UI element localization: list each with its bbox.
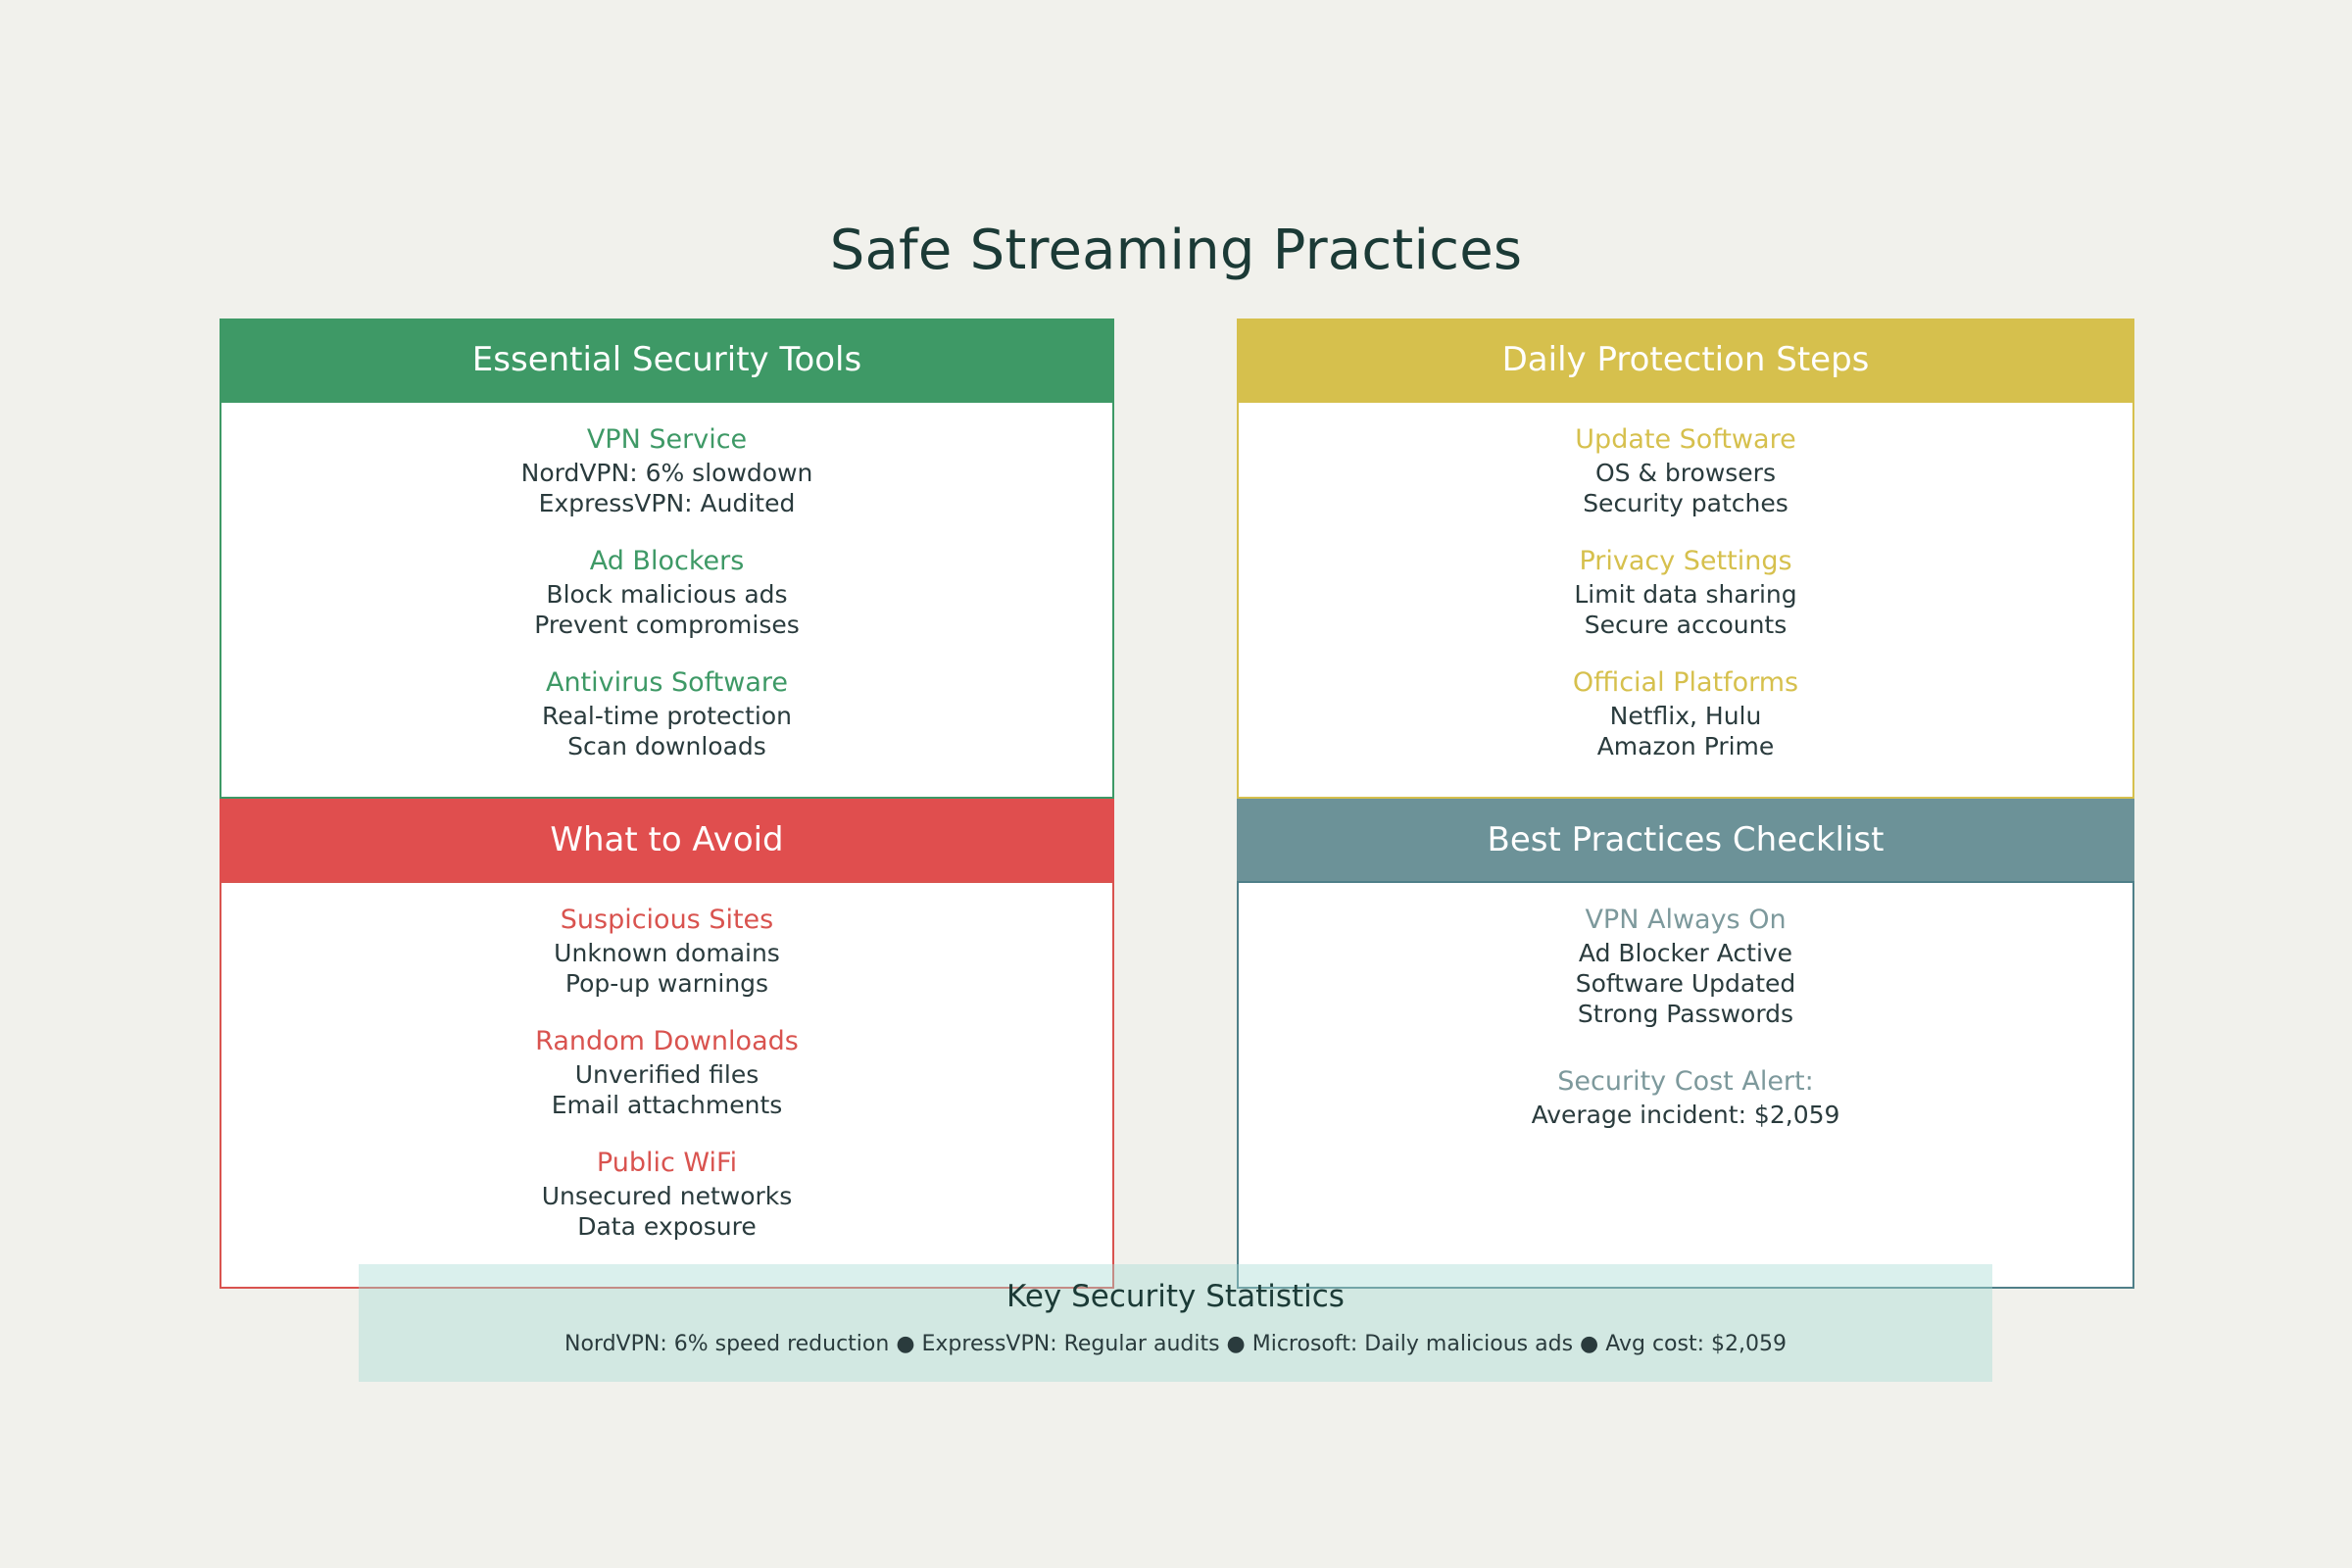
panel-body-best-practices-checklist [1237, 881, 2134, 1289]
section-title: Public WiFi [596, 1148, 738, 1178]
section-title: Ad Blockers [589, 546, 745, 576]
section-line: Ad Blocker Active [1578, 939, 1793, 967]
section-title: Antivirus Software [545, 667, 789, 698]
section-line: Unsecured networks [541, 1182, 793, 1210]
section-update-software [1239, 422, 2132, 518]
section-line: Limit data sharing [1574, 580, 1797, 609]
section-line: Secure accounts [1584, 611, 1788, 639]
section-privacy-settings [1239, 544, 2132, 640]
section-line: Unverified files [574, 1060, 760, 1089]
section-title: VPN Service [586, 424, 748, 455]
section-title: Security Cost Alert: [1557, 1066, 1814, 1097]
section-title: Suspicious Sites [560, 905, 774, 935]
panel-what-to-avoid [220, 799, 1114, 1289]
panel-header-essential-security-tools: Essential Security Tools [220, 318, 1114, 401]
section-title: Official Platforms [1572, 667, 1799, 698]
section-security-cost-alert [1239, 1064, 2132, 1130]
section-random-downloads [221, 1024, 1112, 1120]
panel-daily-protection-steps [1237, 318, 2134, 799]
section-ad-blockers [221, 544, 1112, 640]
stats-banner-title: Key Security Statistics [1006, 1279, 1345, 1314]
section-line: Average incident: $2,059 [1531, 1101, 1840, 1129]
section-line: Scan downloads [567, 732, 766, 760]
section-line: Security patches [1583, 489, 1788, 517]
section-line: Data exposure [577, 1212, 757, 1241]
panel-best-practices-checklist [1237, 799, 2134, 1289]
section-line: Real-time protection [541, 702, 793, 730]
section-line: Netflix, Hulu [1609, 702, 1762, 730]
section-title: Privacy Settings [1579, 546, 1792, 576]
section-line: NordVPN: 6% slowdown [520, 459, 813, 487]
section-official-platforms [1239, 665, 2132, 761]
panel-header-daily-protection-steps: Daily Protection Steps [1237, 318, 2134, 401]
panel-header-best-practices-checklist: Best Practices Checklist [1237, 799, 2134, 881]
section-line: Email attachments [551, 1091, 783, 1119]
section-line: Block malicious ads [546, 580, 788, 609]
section-public-wifi [221, 1146, 1112, 1242]
section-line: ExpressVPN: Audited [538, 489, 796, 517]
panel-body-daily-protection-steps [1237, 401, 2134, 799]
section-antivirus-software [221, 665, 1112, 761]
key-security-statistics-banner [359, 1264, 1992, 1382]
section-line: Software Updated [1575, 969, 1796, 998]
panel-header-what-to-avoid: What to Avoid [220, 799, 1114, 881]
page-title: Safe Streaming Practices [829, 219, 1523, 282]
section-title: Random Downloads [535, 1026, 799, 1056]
section-title: VPN Always On [1585, 905, 1787, 935]
panel-body-what-to-avoid [220, 881, 1114, 1289]
section-line: Strong Passwords [1577, 1000, 1794, 1028]
panel-essential-security-tools [220, 318, 1114, 799]
section-line: Amazon Prime [1596, 732, 1775, 760]
section-line: OS & browsers [1595, 459, 1776, 487]
stats-banner-line: NordVPN: 6% speed reduction ● ExpressVPN: Regular audits ● Microsoft: Daily malicious ads ● Avg cost: $2,059 [564, 1332, 1787, 1356]
section-line: Unknown domains [554, 939, 780, 967]
section-vpn-always-on [1239, 903, 2132, 1029]
panel-body-essential-security-tools [220, 401, 1114, 799]
section-title: Update Software [1575, 424, 1796, 455]
section-line: Prevent compromises [534, 611, 800, 639]
section-line: Pop-up warnings [564, 969, 769, 998]
section-vpn-service [221, 422, 1112, 518]
section-suspicious-sites [221, 903, 1112, 999]
